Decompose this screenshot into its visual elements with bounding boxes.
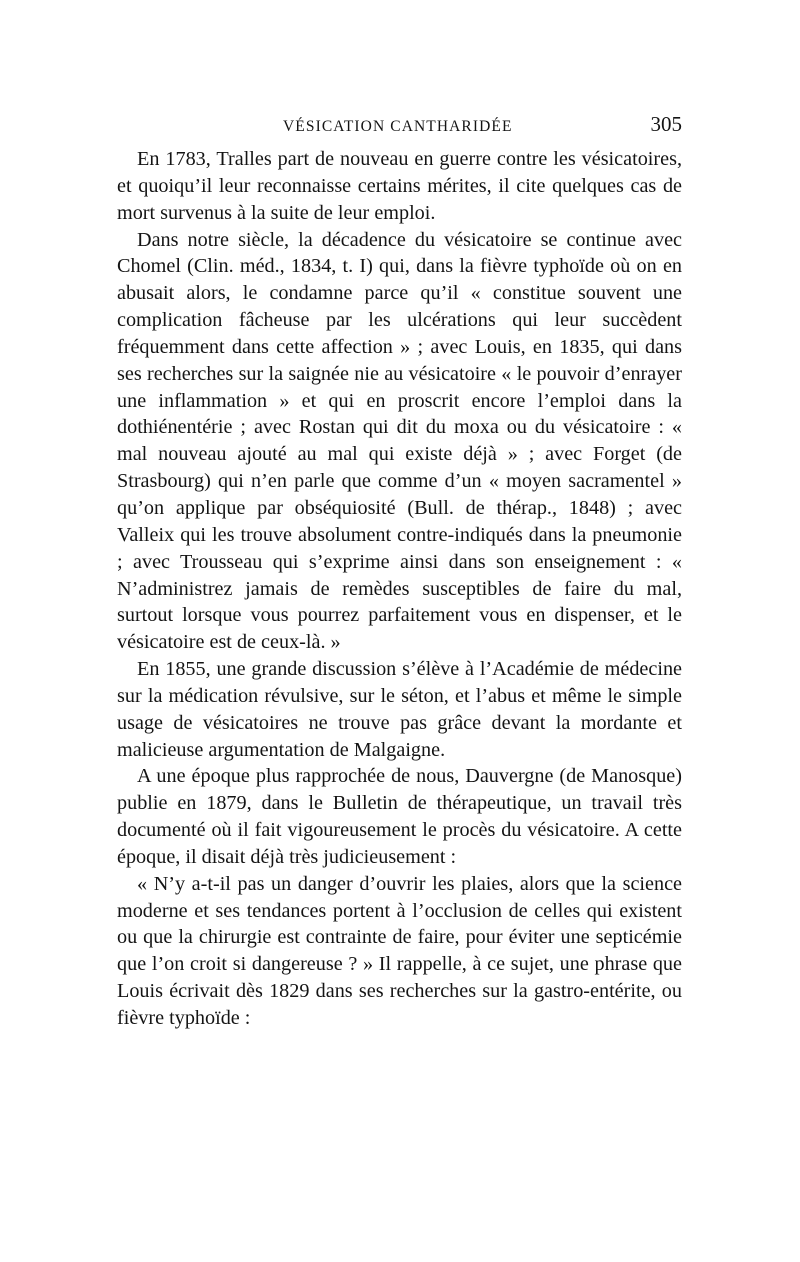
running-head <box>117 112 682 146</box>
page-number: 305 <box>650 112 682 136</box>
paragraph-dauvergne: A une époque plus rapprochée de nous, Dauvergne (de Manosque) publie en 1879, dans le Bulletin de thérapeutique, un travail très documenté où il fait vigoureusement le procès du vésicatoire. A cette époque, il disait déjà très judicieusement : <box>117 765 682 868</box>
paragraph-decadence: Dans notre siècle, la décadence du vésicatoire se continue avec Chomel (Clin. méd., 1834, t. I) qui, dans la fièvre typhoïde où on en abusait alors, le condamne parce qu’il « constitue souvent une complication fâcheuse par les ulcérations qui leur succèdent fréquemment dans cette affection » ; avec Louis, en 1835, qui dans ses recherches sur la saignée nie au vésicatoire « le pouvoir d’enrayer une inflammation » et qui en proscrit encore l’emploi dans la dothiénentérie ; avec Rostan qui dit du moxa ou du vésicatoire : « mal nouveau ajouté au mal qui existe déjà » ; avec Forget (de Strasbourg) qui n’en parle que comme d’un « moyen sacramentel » qu’on applique par obséquiosité (Bull. de thérap., 1848) ; avec Valleix qui les trouve absolument contre-indiqués dans la pneumonie ; avec Trousseau qui s’exprime ainsi dans son enseignement : « N’administrez jamais de remèdes susceptibles de faire du mal, surtout lorsque vous pourrez parfaitement vous en dispenser, et le vésicatoire est de ceux-là. » <box>117 228 682 654</box>
paragraph-academie: En 1855, une grande discussion s’élève à l’Académie de médecine sur la médication révulsive, sur le séton, et l’abus et même le simple usage de vésicatoires ne trouve pas grâce devant la mordante et malicieuse argumentation de Malgaigne. <box>117 658 682 761</box>
book-page <box>117 112 682 1032</box>
paragraph-tralles: En 1783, Tralles part de nouveau en guerre contre les vésicatoires, et quoiqu’il leur reconnaisse certains mérites, il cite quelques cas de mort survenus à la suite de leur emploi. <box>117 148 682 224</box>
running-title: VÉSICATION CANTHARIDÉE <box>283 118 513 135</box>
paragraph-quote: « N’y a-t-il pas un danger d’ouvrir les plaies, alors que la science moderne et ses tendances portent à l’occlusion de celles qui existent ou que la chirurgie est contrainte de faire, pour éviter une septicémie que l’on croit si dangereuse ? » Il rappelle, à ce sujet, une phrase que Louis écrivait dès 1829 dans ses recherches sur la gastro-entérite, ou fièvre typhoïde : <box>117 872 682 1029</box>
body-text <box>117 146 682 1032</box>
